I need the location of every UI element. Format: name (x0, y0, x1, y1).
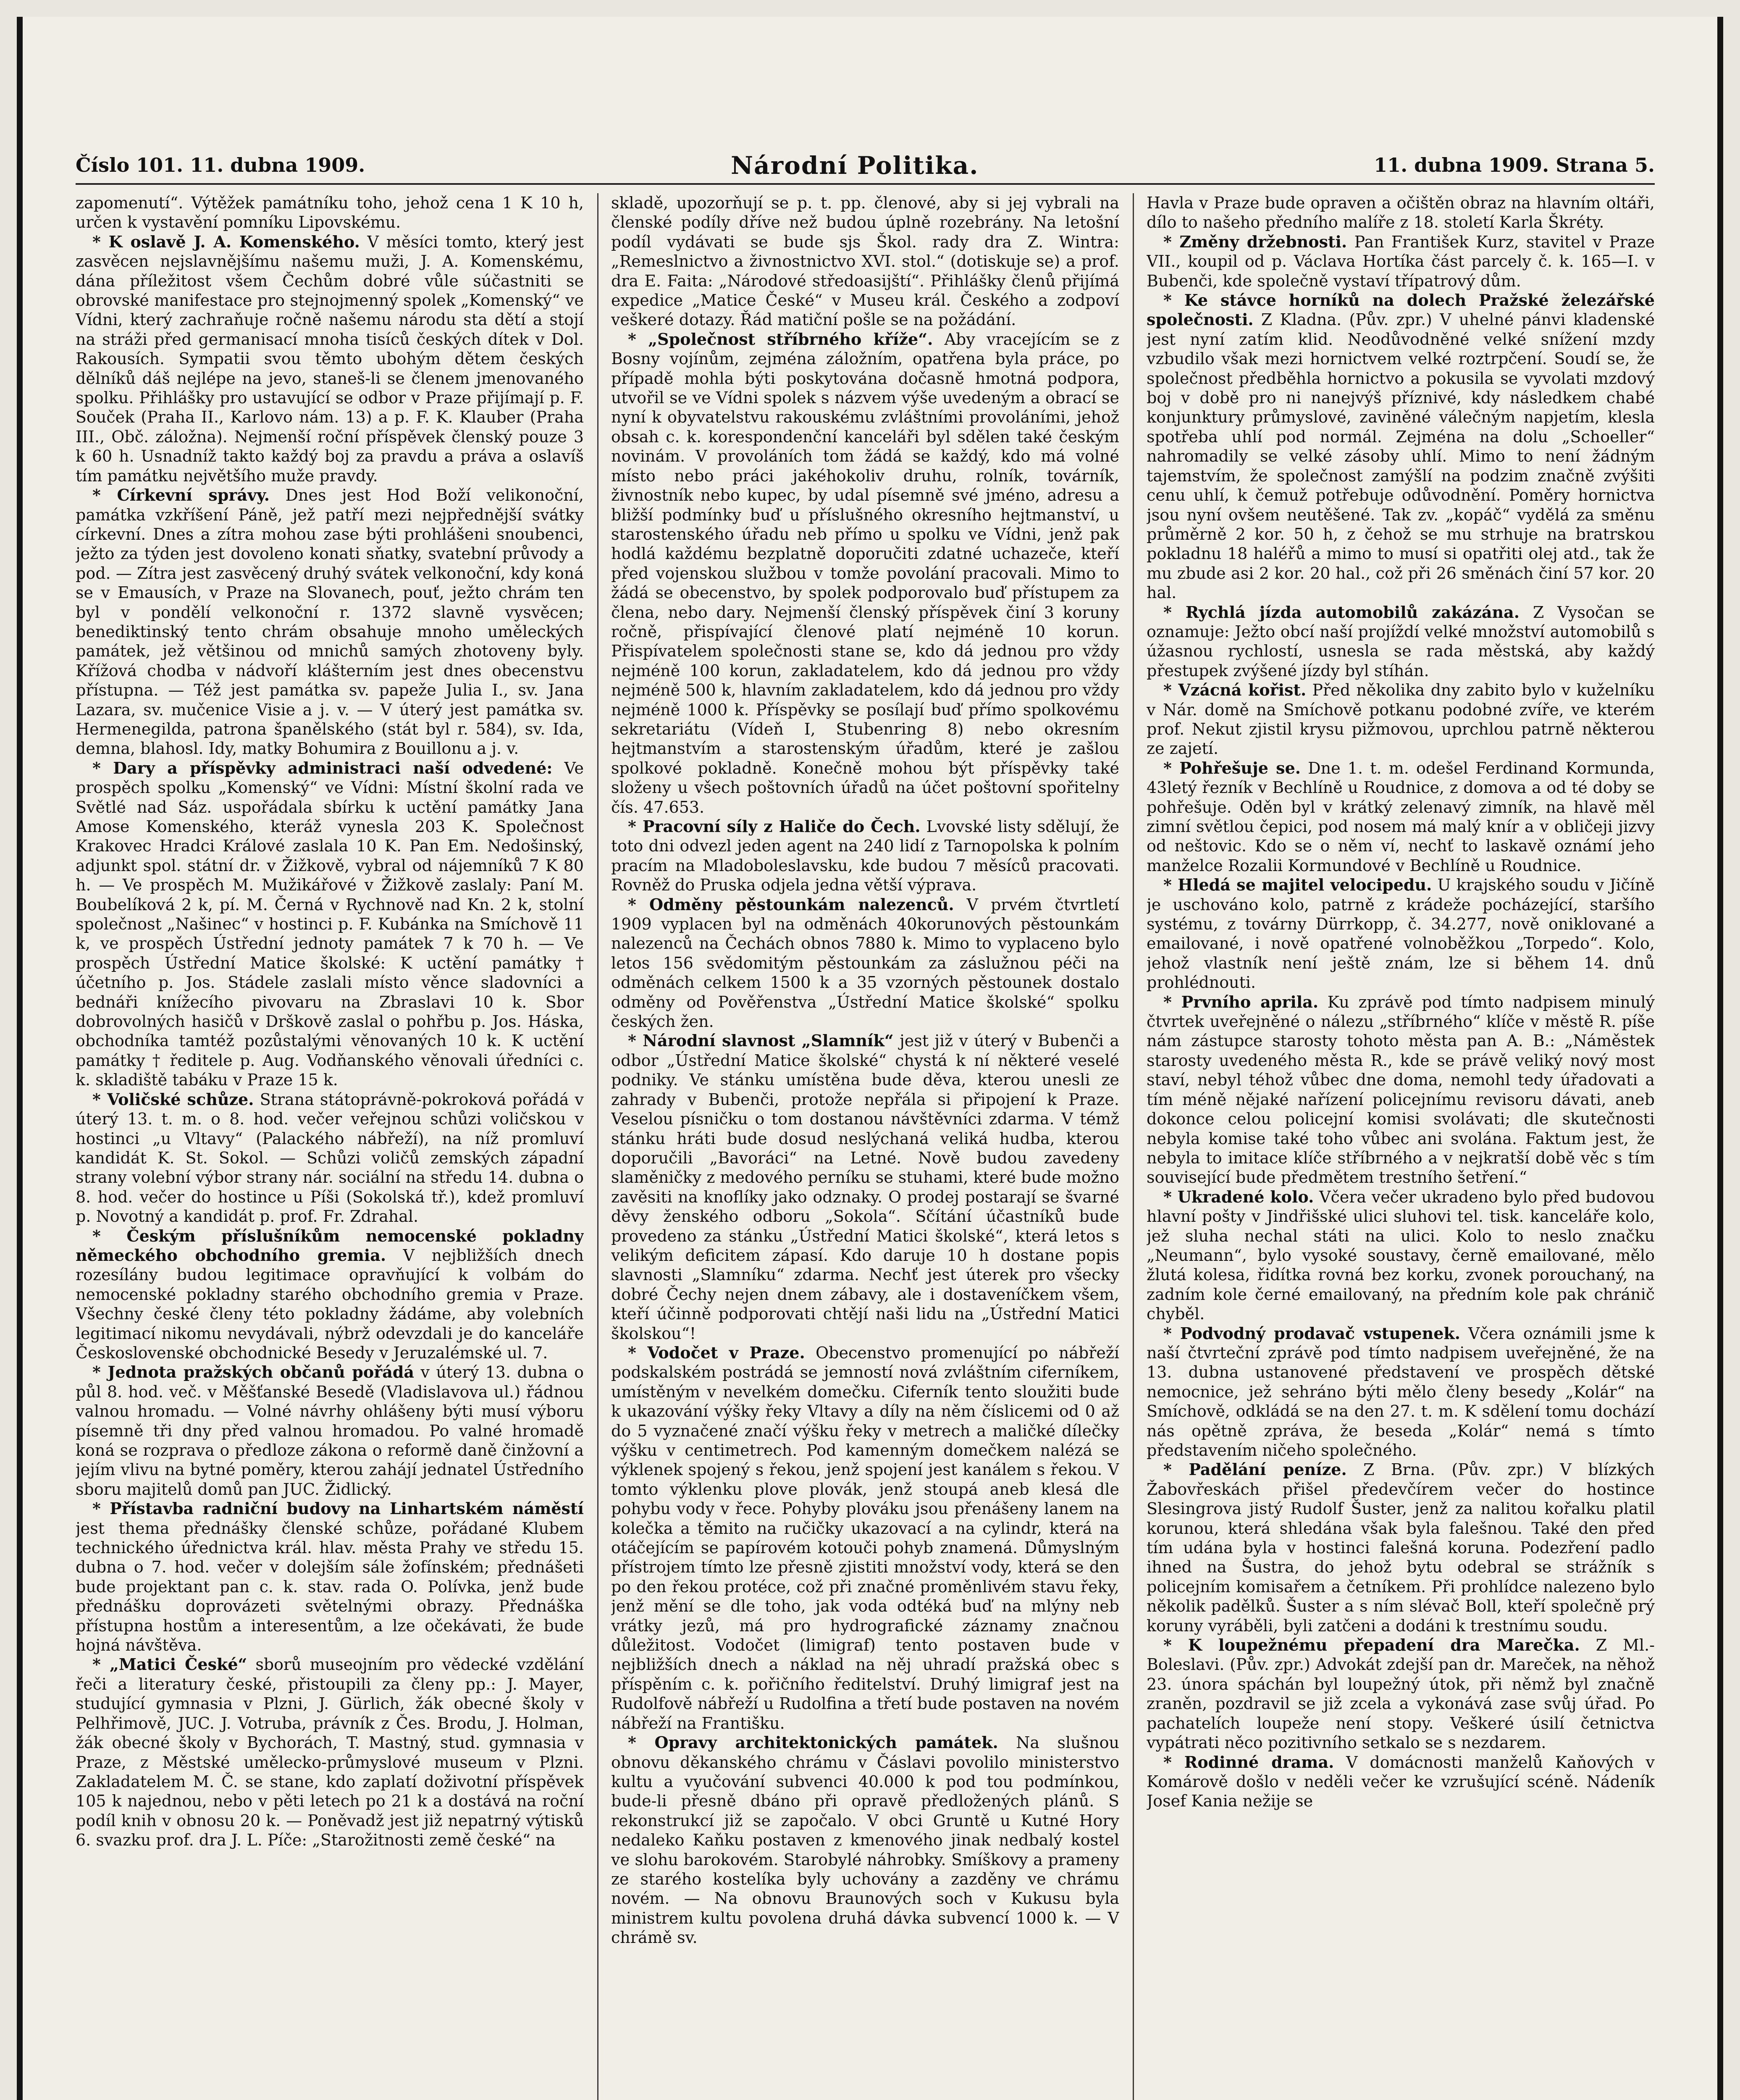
article-paragraph (76, 1226, 584, 1363)
article-body: V měsíci tomto, který jest zasvěcen nejslavnějšímu našemu muži, J. A. Komenskému, dána příležitost všem Čechům dobré vůle súčastniti se obrovské manifestace pro stejnojmenný spolek „Komenský“ ve Vídni, který zachraňuje ročně našemu národu sta dětí a stojí na stráži před germanisací mnoha tisíců českých dítek v Dol. Rakousích. Sympatii svou těmto ubohým dětem českých dělníků dáš nejlépe na jevo, staneš-li se členem jmenovaného spolku. Přihlášky pro ustavující se odbor v Praze přijímají p. F. Souček (Praha II., Karlovo nám. 13) a p. F. K. Klauber (Praha III., Obč. záložna). Nejmenší roční příspěvek členský pouze 3 k 60 h. Usnadníž takto každý boj za pravdu a práva a oslavíš tím památku největšího muže pravdy. (76, 232, 584, 485)
article-heading: * „Matici České“ (92, 1655, 247, 1674)
article-heading: * Vzácná kořist. (1163, 680, 1307, 700)
article-heading: * Rodinné drama. (1163, 1752, 1334, 1772)
article-body: Před několika dny zabito bylo v kuželníku v Nár. domě na Smíchově potkanu podobné zvíře, ve kterém prof. Nekut zjistil krysu pižmovou, uprchlou patrně některou ze zajetí. (1147, 681, 1655, 758)
article-body: V nejbližších dnech rozesílány budou legitimace opravňující k volbám do nemocenské pokladny starého obchodního gremia v Praze. Všechny české členy této pokladny žádáme, aby volebních legitimací nikomu nevydávali, nýbrž odevzdali je do kanceláře Československé obchodnické Besedy v Jeruzalémské ul. 7. (76, 1246, 584, 1362)
article-body: Ku zprávě pod tímto nadpisem minulý čtvrtek uveřejněné o nálezu „stříbrného“ klíče v městě R. píše nám zástupce starosty tohoto města pan A. B.: „Náměstek starosty uvedeného města R., kde se právě veliký nový most staví, nebyl téhož vůbec dne doma, nemohl tedy úřadovati a tím méně nějaké nařízení policejnímu revisoru dávati, aneb dokonce celou policejní komisi svolávati; dle skutečnosti nebyla komise také toho vůbec ani svolána. Faktum jest, že nebyla to imitace klíče stříbrného a v nejkratší době věc s tím související bude předmětem trestního šetření.“ (1147, 992, 1655, 1187)
article-paragraph (1147, 1324, 1655, 1460)
article-heading: * Ke stávce horníků na dolech Pražské železářské společnosti. (1147, 291, 1655, 329)
article-body: Včera večer ukradeno bylo před budovou hlavní pošty v Jindřišské ulici sluhovi tel. tisk. kanceláře kolo, jež sluha nechal státi na ulici. Kolo to neslo značku „Neumann“, bylo vysoké soustavy, černě emailované, mělo žlutá kolesa, řidítka rovná bez korku, zvonek porouchaný, na zadním kole černé emailovaný, na předním kole pak chránič chyběl. (1147, 1187, 1655, 1323)
article-heading: * Církevní správy. (92, 486, 270, 505)
article-paragraph (76, 1655, 584, 1850)
article-heading: * Ukradené kolo. (1163, 1187, 1314, 1206)
article-heading: * Voličské schůze. (92, 1089, 254, 1109)
article-body: Lvovské listy sdělují, že toto dni odvezl jeden agent na 240 lidí z Tarnopolska k polním pracím na Mladoboleslavsku, kde budou 7 měsíců pracovati. Rovněž do Pruska odjela jedna větší výprava. (611, 817, 1119, 895)
article-heading: * Přístavba radniční budovy na Linhartském náměstí (92, 1499, 584, 1518)
article-body: U krajského soudu v Jičíně je uschováno kolo, patrně z krádeže pocházející, staršího systému, z továrny Dürrkopp, č. 34.277, nově oniklované a emailované, i nově opatřené volnoběžkou „Torpedo“. Kolo, jehož vlastník není ještě znám, lze si během 14. dnů prohlédnouti. (1147, 876, 1655, 992)
article-heading: * Vodočet v Praze. (628, 1343, 805, 1362)
article-body: jest již v úterý v Bubenči a odbor „Ústřední Matice školské“ chystá k ní některé veselé podniky. Ve stánku umístěna bude děva, kterou unesli ze zahrady v Bubenči, protože nepřála si připojení k Praze. Veselou písničku o tom dostanou návštěvníci zdarma. V témž stánku hráti bude dosud neslýchaná veliká hudba, kterou doporučili „Bavoráci“ na Letné. Nově budou zavedeny slaměničky z medového perníku se stuhami, které bude možno zavěsiti na knoflíky jako odznaky. O prodej postarají se švarné děvy ženského odboru „Sokola“. Sčítání účastníků bude provedeno za stánku „Ústřední Matici školské“, která letos s velikým deficitem zápasí. Kdo daruje 10 h dostane popis slavnosti „Slamníku“ zdarma. Nechť jest úterek pro všecky dobré Čechy nejen dnem zábavy, ale i dostaveníčkem všem, kteří účinně podporovati chtějí naši lidu na „Ústřední Matici školskou“! (611, 1032, 1119, 1343)
article-heading: * Opravy architektonických památek. (628, 1733, 998, 1752)
article-paragraph (611, 330, 1119, 817)
article-heading: * K oslavě J. A. Komenského. (92, 232, 360, 251)
article-body: v úterý 13. dubna o půl 8. hod. več. v Měšťanské Besedě (Vladislavova ul.) řádnou valnou hromadu. — Volné návrhy ohlášeny býti musí výboru písemně tři dny před valnou hromadou. Po valné hromadě koná se rozprava o předloze zákona o reformě daně činžovní a jejím vlivu na bytné poměry, kterou zahájí jednatel Ústředního sboru majitelů domů pan JUC. Židlický. (76, 1363, 584, 1499)
column-2 (611, 193, 1119, 2100)
column-1 (76, 193, 584, 2100)
article-heading: * Hledá se majitel velocipedu. (1163, 875, 1432, 895)
header-rule (76, 183, 1655, 185)
article-body: Strana státoprávně-pokroková pořádá v úterý 13. t. m. o 8. hod. večer veřejnou schůzi voličskou v hostinci „u Vltavy“ (Palackého nábřeží), na níž promluví kandidát K. St. Sokol. — Schůzi voličů zemských západní strany volební výbor strany nár. sociální na středu 14. dubna o 8. hod. večer do hostince u Píši (Sokolská tř.), kdež promluví p. Novotný a kandidát p. prof. Fr. Zdrahal. (76, 1090, 584, 1226)
article-body: Ve prospěch spolku „Komenský“ ve Vídni: Místní školní rada ve Světlé nad Sáz. uspořádala sbírku k uctění památky Jana Amose Komenského, kteráž vynesla 203 K. Společnost Krakovec Hradci Králové zaslala 10 K. Pan Em. Nedošinský, adjunkt spol. státní dr. v Žižkově, vybral od nájemníků 7 K 80 h. — Ve prospěch M. Mužikářové v Žižkově zaslaly: Paní M. Boubelíková 2 k, pí. M. Černá v Rychnově nad Kn. 2 k, stolní společnost „Našinec“ v hostinci p. F. Kubánka na Smíchově 11 k, ve prospěch Ústřední jednoty památek 7 k 70 h. — Ve prospěch Ústřední Matice školské: K uctění památky † účetního p. Jos. Stádele zaslali místo věnce sladovníci a bednáři knížecího pivovaru na Zbraslavi 10 k. Sbor dobrovolných hasičů v Drškově zaslal o pohřbu p. Jos. Háska, obchodníka tamtéž pozůstalými věnovaných 10 k. K uctění památky † ředitele p. Aug. Vodňanského věnovali úředníci c. k. skladiště tabáku v Praze 15 k. (76, 759, 584, 1089)
article-paragraph (1147, 291, 1655, 603)
article-heading: * Pracovní síly z Haliče do Čech. (628, 817, 921, 836)
article-heading: * Změny držebnosti. (1163, 232, 1347, 251)
article-body: Havla v Praze bude opraven a očištěn obraz na hlavním oltáři, dílo to našeho předního malíře z 18. století Karla Škréty. (1147, 194, 1655, 232)
article-body: Pan František Kurz, stavitel v Praze VII., koupil od p. Václava Hortíka část parcely č. k. 165—I. v Bubenči, kde společně vystaví třípatrový dům. (1147, 232, 1655, 290)
article-body: Z Ml.-Boleslavi. (Pův. zpr.) Advokát zdejší pan dr. Mareček, na něhož 23. února spáchán byl loupežný útok, při němž byl značně zraněn, pozdravil se již zcela a vykonává zase svůj úřad. Po pachatelích loupeže není stopy. Veškeré úsilí četnictva vypátrati něco pozitivního setkalo se s nezdarem. (1147, 1636, 1655, 1752)
article-paragraph (1147, 193, 1655, 232)
article-heading: * Českým příslušníkům nemocenské pokladny německého obchodního gremia. (76, 1226, 584, 1265)
article-paragraph (76, 759, 584, 1090)
article-body: V domácnosti manželů Kaňových v Komárově došlo v neděli večer ke vzrušující scéně. Nádeník Josef Kania nežije se (1147, 1753, 1655, 1811)
article-body: Na slušnou obnovu děkanského chrámu v Čáslavi povolilo ministerstvo kultu a vyučování subvenci 40.000 k pod tou podmínkou, bude-li přesně dbáno při opravě předložených plánů. S rekonstrukcí již se započalo. V obci Gruntě u Kutné Hory nedaleko Kaňku postaven z kmenového jinak nedbalý kostel ve slohu barokovém. Starobylé náhrobky. Smíškovy a prameny ze starého kostelíka byly uchovány a zazděny ve chrámu novém. — Na obnovu Braunových soch v Kukusu byla ministrem kultu povolena druhá dávka subvencí 1000 k. — V chrámě sv. (611, 1733, 1119, 1947)
article-body: Dne 1. t. m. odešel Ferdinand Kormunda, 43letý řezník v Bechlíně u Roudnice, z domova a od té doby se pohřešuje. Oděn byl v krátký zelenavý zimník, na hlavě měl zimní světlou čepici, pod nosem má malý knír a v obličeji jizvy od neštovic. Kdo se o něm ví, nechť to laskavě oznámí jeho manželce Rozalii Kormundové v Bechlíně u Roudnice. (1147, 759, 1655, 875)
article-paragraph (1147, 992, 1655, 1187)
article-paragraph (611, 895, 1119, 1032)
article-heading: * Odměny pěstounkám nalezenců. (628, 895, 954, 914)
article-paragraph (1147, 875, 1655, 992)
article-body: Aby vracejícím se z Bosny vojínům, zejména záložním, opatřena byla práce, po případě mohla býti poskytována dočasně hmotná podpora, utvořil se ve Vídni spolek s názvem výše uvedeným a obrací se nyní k obyvatelstvu rakouskému zvláštními provoláními, jehož obsah c. k. korespondenční kanceláři byl sdělen také českým novinám. V provoláních tom žádá se každý, kdo má volné místo nebo práci jakéhokoliv druhu, rolník, továrník, živnostník nebo kupec, by udal písemně své jméno, adresu a bližší podmínky buď u příslušného okresního hejtmanství, u starostenského úřadu neb přímo u spolku ve Vídni, jenž pak hodlá každému bezplatně doporučiti zdatné uchazeče, kteří před vojenskou službou v tomže povolání pracovali. Mimo to žádá se obecenstvo, by spolek podporovalo buď přístupem za člena, nebo dary. Nejmenší členský příspěvek činí 3 koruny ročně, přispívající členové platí nejméně 10 korun. Přispívatelem společnosti stane se, kdo dá jednou pro vždy nejméně 100 korun, zakladatelem, kdo dá jednou pro vždy nejméně 500 k, hlavním zakladatelem, kdo dá jednou pro vždy nejméně 1000 k. Příspěvky se posílají buď přímo spolkovému sekretariátu (Vídeň I, Stubenring 8) nebo okresním hejtmanstvím a starostenským úřadům, které je zašlou spolkové pokladně. Konečně mohou být příspěvky také složeny u všech poštovních úřadů na účet poštovní spořitelny čís. 47.653. (611, 330, 1119, 816)
article-body: Z Vysočan se oznamuje: Ježto obcí naší projíždí velké množství automobilů s úžasnou rychlostí, usnesla se rada městská, aby každý přestupek zvýšené jízdy byl stíhán. (1147, 603, 1655, 680)
article-paragraph (76, 1090, 584, 1226)
article-paragraph (1147, 759, 1655, 875)
article-paragraph (76, 1499, 584, 1655)
article-paragraph (611, 817, 1119, 895)
article-heading: * Padělání peníze. (1163, 1460, 1347, 1479)
article-body: sborů museojním pro vědecké vzdělání řeči a literatury české, přistoupili za členy pp.: J. Mayer, studující gymnasia v Plzni, J. Gürlich, žák obecné školy v Pelhřimově, JUC. J. Votruba, právník z Čes. Brodu, J. Holman, žák obecné školy v Bychorách, T. Mastný, stud. gymnasia v Praze, z Městské umělecko-průmyslové museum v Plzni. Zakladatelem M. Č. se stane, kdo zaplatí doživotní příspěvek 105 k najednou, nebo v pěti letech po 21 k a dostává na roční podíl knih v obnosu 20 k. — Poněvadž jest již nepatrný výtisků 6. svazku prof. dra J. L. Píče: „Starožitnosti země české“ na (76, 1655, 584, 1850)
article-heading: * Národní slavnost „Slamník“ (628, 1031, 894, 1050)
article-heading: * K loupežnému přepadení dra Marečka. (1163, 1635, 1580, 1655)
article-paragraph (76, 1362, 584, 1499)
article-body: Dnes jest Hod Boží velikonoční, památka vzkříšení Páně, jež patří mezi nejpřednější svátky církevní. Dnes a zítra mohou zase býti prohlášeni snoubenci, ježto za týden jest dovoleno konati sňatky, svatební průvody a pod. — Zítra jest zasvěcený druhý svátek velkonoční, kdy koná se v Emausích, v Praze na Slovanech, pouť, ježto chrám ten byl v pondělí velkonoční r. 1372 slavně vysvěcen; benediktinský tento chrám obsahuje mnoho uměleckých památek, jež většinou od mnichů samých zhotoveny byly. Křížová chodba v nádvoří klášterním jest dnes obecenstvu přístupna. — Též jest památka sv. papeže Julia I., sv. Jana Lazara, sv. mučenice Visie a j. v. — V úterý jest památka sv. Hermenegilda, patrona španělského (stát byl r. 584), sv. Ida, demna, blahosl. Idy, matky Bohumira z Bouillonu a j. v. (76, 486, 584, 758)
article-paragraph (1147, 1187, 1655, 1324)
article-body: skladě, upozorňují se p. t. pp. členové, aby si jej vybrali na členské podíly dříve než budou úplně rozebrány. Na letošní podíl vydávati se bude sjs Škol. rady dra Z. Wintra: „Remeslnictvo a živnostnictvo XVI. stol.“ (dotiskuje se) a prof. dra E. Faita: „Národové středoasijští“. Přihlášky členů přijímá expedice „Matice České“ v Museu král. Českého a zodpoví veškeré dotazy. Řád matiční pošle se na požádání. (611, 194, 1119, 329)
article-heading: * Podvodný prodavač vstupenek. (1163, 1323, 1460, 1343)
article-columns (76, 193, 1655, 2100)
newspaper-title: Národní Politika. (731, 151, 979, 180)
article-paragraph (611, 1343, 1119, 1733)
page-header (76, 151, 1655, 181)
article-paragraph (1147, 1635, 1655, 1752)
article-heading: * Dary a příspěvky administraci naší odvedené: (92, 758, 553, 777)
article-paragraph (611, 1031, 1119, 1343)
article-paragraph (611, 193, 1119, 330)
article-paragraph (1147, 232, 1655, 291)
article-paragraph (611, 1733, 1119, 1947)
article-paragraph (1147, 1753, 1655, 1811)
article-paragraph (76, 193, 584, 232)
article-heading: * Jednota pražských občanů pořádá (92, 1362, 415, 1382)
article-paragraph (76, 486, 584, 759)
page-border-left (17, 17, 23, 2100)
column-3 (1147, 193, 1655, 2100)
article-body: Z Brna. (Pův. zpr.) V blízkých Žabovřeskách přišel předevčírem večer do hostince Slesingrova jistý Rudolf Šuster, jenž za nalitou kořalku platil korunou, která shledána však byla falešnou. Také den před tím udána byla v hostinci falešná koruna. Podezření padlo ihned na Šustra, do jehož bytu odebral se strážník s policejním komisařem a četníkem. Při prohlídce nalezeno bylo několik padělků. Šuster a s ním slévač Boll, kteří společně prý koruny vyráběli, byli zatčeni a dodáni k trestnímu soudu. (1147, 1460, 1655, 1635)
article-paragraph (1147, 680, 1655, 759)
page-border-right (1717, 17, 1723, 2100)
article-body: Obecenstvo promenující po nábřeží podskalském postrádá se jemností nová zvláštním ciferníkem, umístěným v nevelkém domečku. Ciferník tento sloužiti bude k ukazování výšky řeky Vltavy a díly na něm číslicemi od 0 až do 5 vyznačené značí výšku řeky v metrech a maličké dílečky výšku v centimetrech. Pod kamenným domečkem nalézá se výklenek spojený s řekou, jenž spojení jest kanálem s řekou. V tomto výklenku plove plovák, jenž stoupá aneb klesá dle pohybu vody v řece. Pohyby plováku jsou přenášeny lanem na kolečka a těmito na ručičky ukazovací a na cylindr, která na otáčejícím se papírovém kotouči pohyb znamená. Důmyslným přístrojem tímto lze přesně zjistiti množství vody, která se den po den řekou protéce, což při značné proměnlivém stavu řeky, jenž mění se dle toho, jak voda odtéká buď na mlýny neb vrátky jezů, má pro hydrografické záznamy značnou důležitost. Vodočet (limigraf) tento postaven bude v nejbližších dnech a náklad na něj uhradí pražská obec s příspěním c. k. pořičního ředitelství. Druhý limigraf jest na Rudolfově nábřeží u Rudolfina a třetí bude postaven na novém nábřeží na Františku. (611, 1343, 1119, 1732)
article-body: zapomenutí“. Výtěžek památníku toho, jehož cena 1 K 10 h, určen k vystavění pomníku Lipovskému. (76, 194, 584, 232)
article-paragraph (1147, 1460, 1655, 1635)
article-heading: * „Společnost stříbrného kříže“. (628, 329, 933, 349)
article-heading: * Pohřešuje se. (1163, 758, 1301, 777)
article-body: Včera oznámili jsme k naší čtvrteční zprávě pod tímto nadpisem uveřejněné, že na 13. dubna ustanovené představení ve prospěch dětské nemocnice, jež sehráno býti mělo členy besedy „Kolár“ na Smíchově, odkládá se na den 27. t. m. K sdělení tomu dochází nás opětně zpráva, že beseda „Kolár“ nemá s tímto představením ničeho společného. (1147, 1324, 1655, 1460)
page-date-number: 11. dubna 1909. Strana 5. (1374, 154, 1655, 176)
article-heading: * Prvního aprila. (1163, 992, 1319, 1011)
article-paragraph (76, 232, 584, 486)
article-body: Z Kladna. (Pův. zpr.) V uhelné pánvi kladenské jest nyní zatím klid. Neodůvodněné velké snížení mzdy vzbudilo však mezi hornictvem velké roztrpčení. Soudí se, že společnost předběhla hornictvo a pokusila se vyvolati mzdový boj v době pro ni nanejvýš příznivé, kdy následkem chabé konjunktury průmyslové, zaviněné válečným napjetím, klesla spotřeba uhlí pod normál. Zejména na dolu „Schoeller“ nahromadily se velké zásoby uhlí. Mimo to není žádným tajemstvím, že společnost zamýšlí na podzim značně zvýšiti cenu uhlí, k čemuž potřebuje odůvodnění. Poměry hornictva jsou nyní ovšem neutěšené. Tak zv. „kopáč“ vydělá za směnu průměrně 2 kor. 50 h, z čehož se mu strhuje na bratrskou pokladnu 18 haléřů a mimo to musí si opatřiti olej atd., tak že mu zbude asi 2 kor. 20 hal., což při 26 směnách činí 57 kor. 20 hal. (1147, 310, 1655, 602)
article-paragraph (1147, 603, 1655, 681)
article-body: jest thema přednášky členské schůze, pořádané Klubem technického úřednictva král. hlav. města Prahy ve středu 15. dubna o 7. hod. večer v dolejším sále žofínském; přednášeti bude projektant pan c. k. stav. rada O. Polívka, jenž bude přednášku doprovázeti světelnými obrazy. Přednáška přístupna hostům a interesentům, a lze očekávati, že bude hojná návštěva. (76, 1519, 584, 1655)
article-body: V prvém čtvrtletí 1909 vyplacen byl na odměnách 40korunových pěstounkám nalezenců na Čechách obnos 7880 k. Mimo to vyplaceno bylo letos 156 svědomitým pěstounkám za záslužnou péči na odměnách celkem 1500 k a 35 vzorných pěstounek dostalo odměny od Pověřenstva „Ústřední Matice školské“ spolku českých žen. (611, 895, 1119, 1031)
article-heading: * Rychlá jízda automobilů zakázána. (1163, 602, 1520, 622)
issue-number-date: Číslo 101. 11. dubna 1909. (76, 154, 365, 176)
